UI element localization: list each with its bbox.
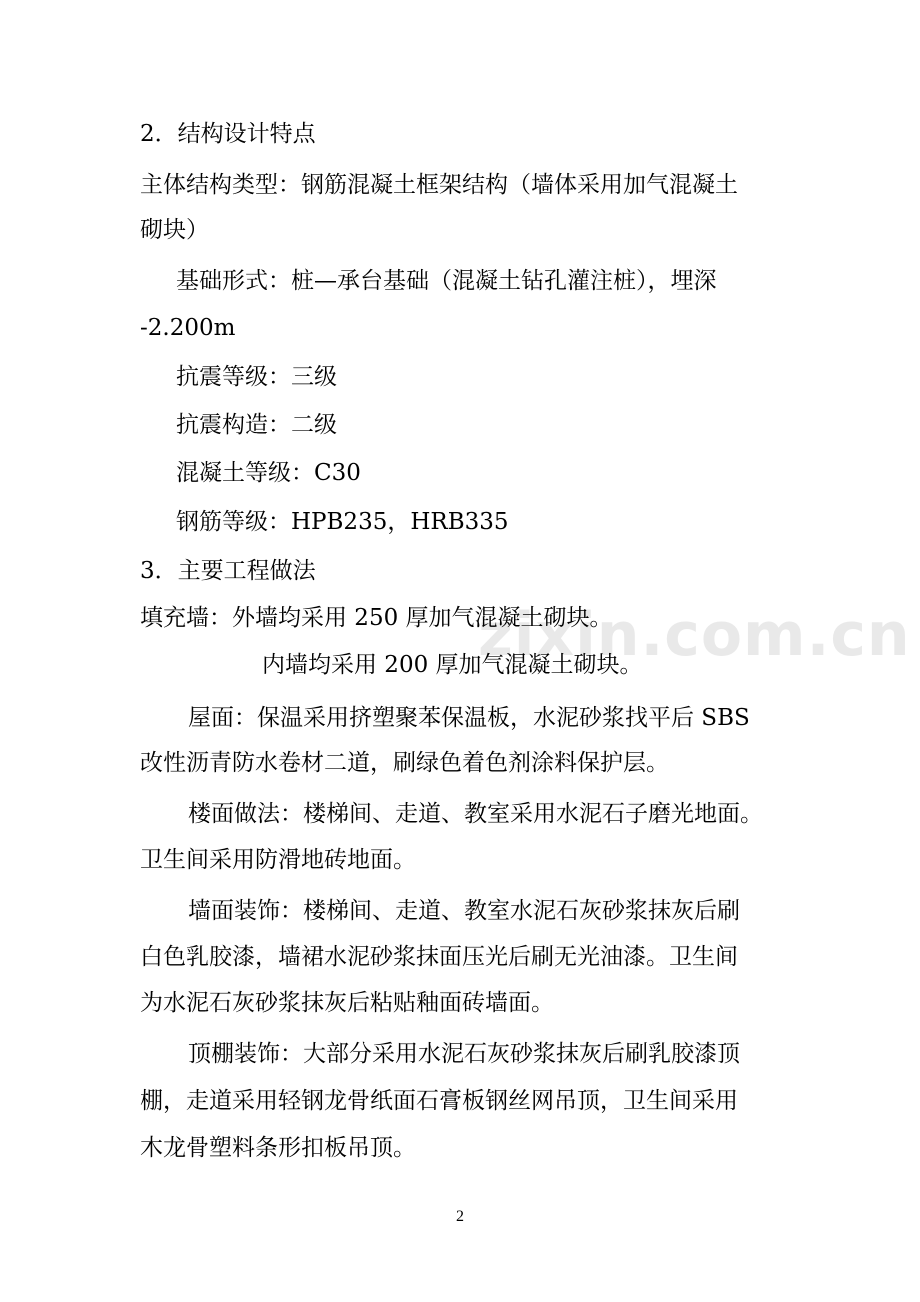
text-line: 棚，走道采用轻钢龙骨纸面石膏板钢丝网吊顶，卫生间采用 [140,1088,738,1114]
text-line: 砌块） [140,217,209,243]
text-line: 混凝土等级：C30 [176,460,361,486]
text-line: 白色乳胶漆，墙裙水泥砂浆抹面压光后刷无光油漆。卫生间 [140,944,738,970]
text-line: 屋面：保温采用挤塑聚苯保温板，水泥砂浆找平后 SBS [188,705,750,731]
watermark: zixin.com.cn [478,600,911,670]
text-line: 主体结构类型：钢筋混凝土框架结构（墙体采用加气混凝土 [140,172,738,198]
text-line: 为水泥石灰砂浆抹灰后粘贴釉面砖墙面。 [140,990,554,1016]
text-line: 顶棚装饰：大部分采用水泥石灰砂浆抹灰后刷乳胶漆顶 [188,1041,740,1067]
text-line: 抗震构造：二级 [176,412,337,438]
text-line: 钢筋等级：HPB235，HRB335 [176,509,509,535]
text-line: 木龙骨塑料条形扣板吊顶。 [140,1135,416,1161]
section-heading: 3．主要工程做法 [140,558,316,584]
text-line: 基础形式：桩—承台基础（混凝土钻孔灌注桩），埋深 [176,268,717,294]
text-line: 改性沥青防水卷材二道，刷绿色着色剂涂料保护层。 [140,750,669,776]
text-line: 墙面装饰：楼梯间、走道、教室水泥石灰砂浆抹灰后刷 [188,898,740,924]
text-line: 楼面做法：楼梯间、走道、教室采用水泥石子磨光地面。 [188,801,763,827]
text-line: -2.200m [140,315,236,341]
text-line: 填充墙：外墙均采用 250 厚加气混凝土砌块。 [140,605,613,631]
page-number: 2 [456,1208,464,1225]
text-line: 抗震等级：三级 [176,364,337,390]
text-line: 内墙均采用 200 厚加气混凝土砌块。 [262,652,643,678]
section-heading: 2．结构设计特点 [140,121,316,147]
text-line: 卫生间采用防滑地砖地面。 [140,847,416,873]
